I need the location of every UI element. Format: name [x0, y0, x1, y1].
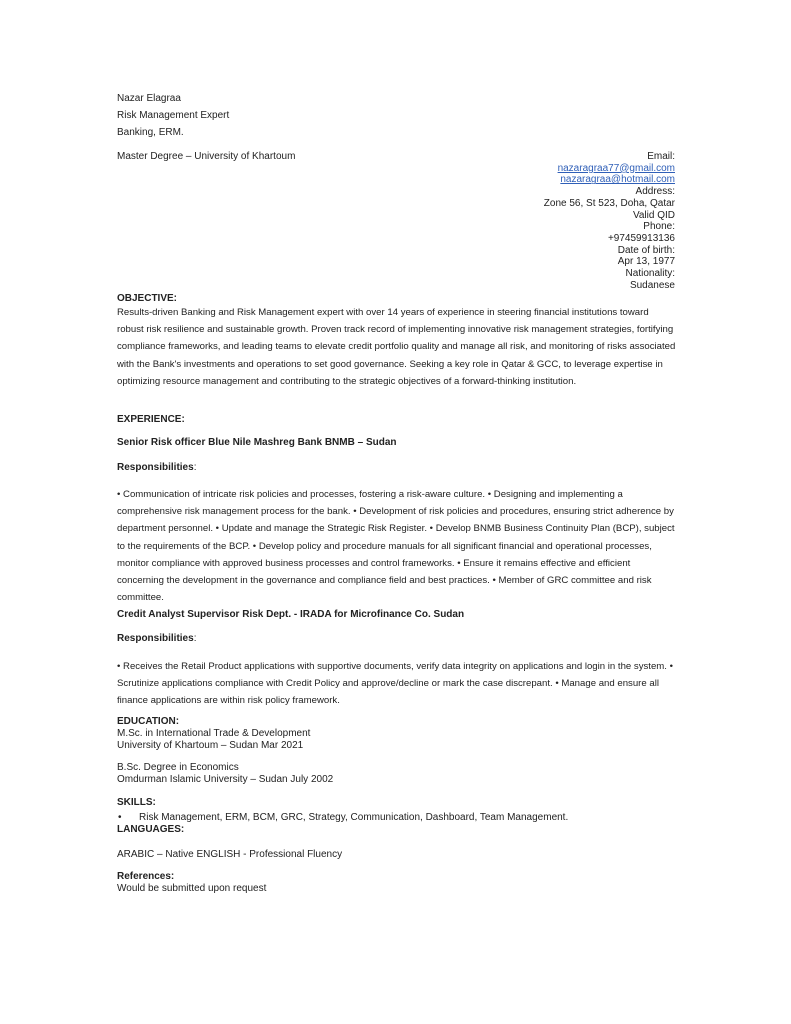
candidate-title: Risk Management Expert	[117, 110, 230, 121]
address-value: Zone 56, St 523, Doha, Qatar	[543, 197, 675, 209]
phone-label: Phone:	[643, 221, 675, 233]
education-degree-2: B.Sc. Degree in Economics	[117, 762, 239, 773]
experience-heading: EXPERIENCE:	[117, 414, 185, 425]
responsibilities-label-1	[117, 462, 196, 474]
responsibilities-colon-1: :	[193, 462, 197, 473]
contact-block	[544, 151, 675, 291]
candidate-name: Nazar Elagraa	[117, 93, 181, 104]
responsibilities-word-2: Responsibilities	[117, 633, 194, 644]
objective-text: Results-driven Banking and Risk Management expert with over 14 years of experience in steering financial institutions toward robust risk resilience and sustainable growth. Proven track record of implementing innovative risk management strategies, fortifying compliance frameworks, and leading teams to elevate credit portfolio quality and manage all risk, and monitoring of risks associated with the Bank's investments and operations to set good governance. Seeking a key role in Qatar & GCC, to leverage expertise in optimizing resource management and contributing to the strategic objectives of a forward-thinking institution.	[117, 307, 676, 387]
address-label: Address:	[635, 186, 675, 198]
email-label: Email:	[647, 151, 675, 162]
responsibilities-word-1: Responsibilities	[117, 462, 194, 473]
skills-bullet: •	[118, 812, 122, 823]
skills-text: Risk Management, ERM, BCM, GRC, Strategy, Communication, Dashboard, Team Management.	[139, 812, 569, 823]
nationality-value: Sudanese	[629, 279, 675, 291]
education-heading: EDUCATION:	[117, 716, 180, 727]
dob-label: Date of birth:	[617, 244, 675, 256]
responsibilities-label-2	[117, 633, 196, 645]
qid-value: Valid QID	[632, 209, 675, 221]
responsibilities-colon-2: :	[193, 633, 197, 644]
languages-text: ARABIC – Native ENGLISH - Professional Fluency	[117, 849, 343, 860]
education-degree-1: M.Sc. in International Trade & Development	[117, 728, 311, 739]
education-school-1: University of Khartoum – Sudan Mar 2021	[117, 740, 304, 751]
phone-value: +97459913136	[607, 232, 675, 244]
candidate-degree: Master Degree – University of Khartoum	[117, 151, 296, 162]
job-1-responsibilities-text: • Communication of intricate risk policies and processes, fostering a risk-aware culture. • Designing and implementing a comprehensive risk management process for the bank. • Development of risk policies and procedures, ensuring strict adherence by department personnel. • Update and manage the Strategic Risk Register. • Develop BNMB Business Continuity Plan (BCP), subject to the requirements of the BCP. • Develop policy and procedure manuals for all significant financial and operational processes, monitor compliance with approved business processes and control frameworks. • Ensure it remains effective and efficient concerning the development in the governance and compliance field and best practices. • Member of GRC committee and risk committee.	[117, 489, 675, 604]
education-school-2: Omdurman Islamic University – Sudan July 2002	[117, 774, 334, 785]
languages-heading: LANGUAGES:	[117, 824, 185, 835]
nationality-label: Nationality:	[625, 268, 675, 280]
job-title-1: Senior Risk officer Blue Nile Mashreg Bank BNMB – Sudan	[117, 437, 397, 448]
references-text: Would be submitted upon request	[117, 883, 267, 894]
job-title-2: Credit Analyst Supervisor Risk Dept. - IRADA for Microfinance Co. Sudan	[117, 609, 465, 620]
candidate-field: Banking, ERM.	[117, 127, 184, 138]
job-2-responsibilities-text: • Receives the Retail Product applications with supportive documents, verify data integrity on applications and login in the system. • Scrutinize applications compliance with Credit Policy and approve/decline or mark the case discrepant. • Manage and ensure all finance applications are within risk policy framework.	[117, 661, 673, 707]
email-link-primary[interactable]: nazaragraa77@gmail.com	[557, 162, 675, 174]
objective-heading: OBJECTIVE:	[117, 293, 178, 304]
email-link-secondary[interactable]: nazaragraa@hotmail.com	[560, 174, 675, 186]
references-heading: References:	[117, 871, 175, 882]
dob-value: Apr 13, 1977	[617, 256, 675, 268]
skills-heading: SKILLS:	[117, 797, 156, 808]
